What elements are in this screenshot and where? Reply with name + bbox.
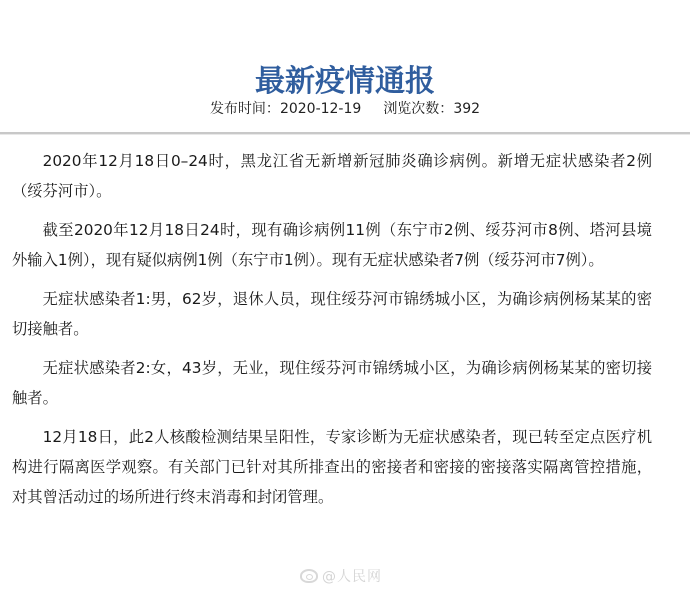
paragraph-case-2: 无症状感染者2:女，43岁，无业，现住绥芬河市锦绣城小区，为确诊病例杨某某的密切接触者。 — [12, 359, 652, 407]
paragraph-summary: 2020年12月18日0–24时，黑龙江省无新增新冠肺炎确诊病例。新增无症状感染者2例（绥芬河市）。 — [12, 152, 652, 200]
article-body — [12, 146, 652, 521]
published-date: 2020-12-19 — [279, 101, 362, 117]
views-count: 392 — [453, 101, 481, 117]
watermark-text: @人民网 — [322, 569, 382, 585]
paragraph-current-cases: 截至2020年12月18日24时，现有确诊病例11例（东宁市2例、绥芬河市8例、塔河县境外输入1例），现有疑似病例1例（东宁市1例）。现有无症状感染者7例（绥芬河市7例）。 — [12, 221, 652, 269]
header-divider — [0, 132, 690, 135]
weibo-icon — [300, 569, 318, 583]
article-meta — [0, 98, 690, 120]
page-title: 最新疫情通报 — [255, 64, 435, 100]
weibo-watermark — [300, 566, 382, 586]
paragraph-measures: 12月18日，此2人核酸检测结果呈阳性，专家诊断为无症状感染者，现已转至定点医疗机构进行隔离医学观察。有关部门已针对其所排查出的密接者和密接的密接落实隔离管控措施，对其曾活动过的场所进行终末消毒和封闭管理。 — [12, 428, 652, 506]
views-label: 浏览次数： — [383, 101, 454, 117]
paragraph-case-1: 无症状感染者1:男，62岁，退休人员，现住绥芬河市锦绣城小区，为确诊病例杨某某的密切接触者。 — [12, 290, 652, 338]
published-label: 发布时间： — [209, 101, 280, 117]
